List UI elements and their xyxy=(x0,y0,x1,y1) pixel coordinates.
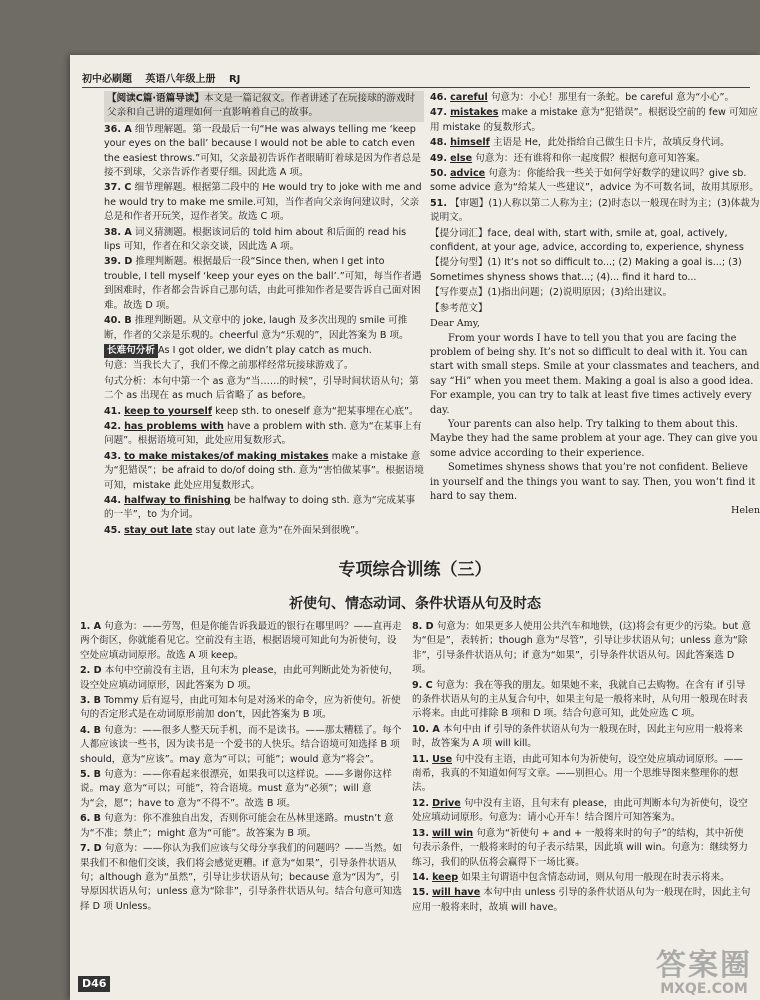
item-number: 8. D xyxy=(412,621,434,632)
answer-item xyxy=(80,620,405,663)
left-answer-column xyxy=(104,91,424,611)
answer-item xyxy=(80,694,405,723)
item-number: 47. xyxy=(430,107,447,119)
item-explanation: 如果主句谓语中包含情态动词，则从句用一般现在时表示将来。 xyxy=(461,871,730,883)
item-explanation: 推理判断题。根据最后一段“Since then, when I get into trouble, I tell myself ‘keep your eyes on the ball’.”可知，每当作者遇到困难时，作者都会告诉自己那句话，由此可推知作者是要告诉自己面对困难。故选 D 项。 xyxy=(104,256,422,311)
answer-item xyxy=(430,256,760,285)
item-explanation: 【参考范文】 xyxy=(430,302,488,314)
answer-item xyxy=(412,620,752,678)
answer-item xyxy=(104,375,424,404)
answer-item xyxy=(104,524,424,538)
right-answer-column xyxy=(430,91,760,611)
item-number: 7. D xyxy=(80,843,102,855)
item-explanation: 句意为：如果更多人使用公共汽车和地铁，(这)将会有更少的污染。but 意为“但是”，表转折；though 意为“尽管”，引导让步状语从句；unless 意为“除非”，引导条件状语从句；if 意为“如果”，引导条件状语从句。因此答案选 D 项。 xyxy=(412,621,751,676)
item-explanation: 句意为“祈使句 + and + 一般将来时的句子”的结构，其中祈使句表示条件，一般将来时的句子表示结果，因此填 will win。句意为：继续努力练习，我们的队伍将会赢得下一场比赛。 xyxy=(412,827,748,868)
item-explanation: 词义猜测题。根据该词后的 told him about 和后面的 read his lips 可知，作者在和父亲交谈，因此选 A 项。 xyxy=(104,226,407,253)
item-answer-term: stay out late xyxy=(124,524,193,536)
item-explanation: 句意为：——很多人整天玩手机，而不是读书。——那太糟糕了。每个人都应该读一些书，因为读书是一个爱书的人快乐。结合语境可知选择 B 项 should，意为“应该”。may 意为“可以；可能”；would 意为“将会”。 xyxy=(80,724,402,765)
item-number: 41. xyxy=(104,405,121,417)
answer-item xyxy=(412,827,752,870)
item-explanation: have a problem with sth. 意为“在某事上有问题”。根据语境可知，此处应用复数形式。 xyxy=(104,420,422,447)
item-explanation: 句意为：我在等我的朋友。如果她不来，我就自己去购物。在含有 if 引导的条件状语从句的主从复合句中，如果主句是一般将来时，从句用一般现在时表示将来。由此可排除 B 项和 D 项。结合句意可知，此处应选 C 项。 xyxy=(412,679,748,720)
item-explanation: Tommy 后有逗号，由此可知本句是对汤米的命令，应为祈使句。祈使句的否定形式是在动词原形前加 don’t，因此答案为 B 项。 xyxy=(80,695,401,721)
item-explanation: 句意：当我长大了，我们不像之前那样经常玩接球游戏了。 xyxy=(104,360,354,372)
site-watermark xyxy=(656,947,752,997)
item-number: 2. D xyxy=(80,665,102,677)
item-explanation: 【写作要点】(1)指出问题；(2)说明原因；(3)给出建议。 xyxy=(430,287,673,299)
item-answer-term: Drive xyxy=(432,797,461,809)
item-number: 6. B xyxy=(80,813,101,825)
item-explanation: 细节理解题。根据第二段中的 He would try to joke with me and he would try to make me smile.可知，当作者向父亲询问建议时，父亲总是和作者开玩笑，逗作者笑。故选 C 项。 xyxy=(104,182,422,223)
answer-item xyxy=(80,768,405,811)
item-explanation: 【审题】(1)人称以第二人称为主；(2)时态以一般现在时为主；(3)体裁为说明文。 xyxy=(430,197,760,224)
item-explanation: make a mistake 意为“犯错误”。根据设空前的 few 可知应用 mistake 的复数形式。 xyxy=(430,107,758,133)
answer-item xyxy=(104,255,424,313)
item-answer-term: will win xyxy=(432,827,474,839)
item-answer-term: keep to yourself xyxy=(124,405,213,417)
answer-item xyxy=(430,286,760,300)
item-answer-term: else xyxy=(450,152,473,164)
answer-item xyxy=(412,871,752,885)
sample-essay xyxy=(430,317,760,519)
answer-item xyxy=(412,753,752,796)
item-number: 40. B xyxy=(104,315,132,327)
item-number: 42. xyxy=(104,420,121,432)
answer-item xyxy=(104,420,424,449)
item-answer-term: has problems with xyxy=(124,420,224,432)
item-number: 13. xyxy=(412,827,429,839)
item-answer-term: keep xyxy=(432,871,459,883)
item-explanation: stay out late 意为“在外面呆到很晚”。 xyxy=(195,524,365,536)
item-explanation: 【提分句型】(1) It’s not so difficult to...; (2) Making a goal is...; (3) Sometimes shyness shows that...; (4)... find it hard to... xyxy=(430,257,742,283)
answer-item xyxy=(104,314,424,343)
answer-item xyxy=(80,724,405,767)
item-answer-term: careful xyxy=(450,92,488,103)
item-number: 3. B xyxy=(80,695,101,707)
item-answer-term: to make mistakes/of making mistakes xyxy=(124,450,329,462)
item-number: 14. xyxy=(412,871,429,883)
item-explanation: 句式分析：本句中第一个 as 意为“当……的时候”，引导时间状语从句；第二个 as 出现在 as much 后省略了 as before。 xyxy=(104,375,419,402)
item-answer-term: Use xyxy=(432,753,453,765)
page-number: D46 xyxy=(78,976,110,992)
answer-item xyxy=(430,136,760,150)
item-explanation: 本句中由 if 引导的条件状语从句为一般现在时，因此主句应用一般将来时，故答案为 A 项 will kill。 xyxy=(412,723,743,750)
essay-signature: Helen xyxy=(731,505,760,517)
answer-item xyxy=(80,812,405,841)
item-number: 50. xyxy=(430,168,447,180)
item-number: 1. A xyxy=(80,621,102,632)
item-number: 43. xyxy=(104,450,121,462)
essay-paragraph: Sometimes shyness shows that you’re not confident. Believe in yourself and the things you want to say. Then, you won’t find it hard to say them. xyxy=(430,462,756,502)
item-explanation: be halfway to doing sth. 意为“完成某事的一半”，to 为介词。 xyxy=(104,494,416,521)
item-number: 12. xyxy=(412,797,429,809)
item-number: 36. A xyxy=(104,123,132,135)
item-explanation: 句意为：还有谁将和你一起度假？根据句意可知答案。 xyxy=(475,152,706,164)
answer-item xyxy=(430,91,760,105)
item-answer-term: halfway to finishing xyxy=(124,494,231,506)
running-header xyxy=(82,73,750,88)
item-explanation: 句中没有主语，且句末有 please，由此可判断本句为祈使句，设空处应填动词原形。句意为：请小心开车！结合图片可知答案为。 xyxy=(412,797,748,824)
lower-left-column xyxy=(80,620,405,1000)
item-number: 9. C xyxy=(412,679,433,691)
answer-item xyxy=(430,302,760,316)
item-tag-text: As I got older, we didn’t play catch as much. xyxy=(157,344,372,356)
item-answer-term: will have xyxy=(432,887,481,899)
item-explanation: 句意为：你不准独自出发，否则你可能会在丛林里迷路。mustn’t 意为“不准；禁止”；might 意为“可能”。故答案为 B 项。 xyxy=(80,813,394,839)
item-number: 15. xyxy=(412,887,429,899)
item-explanation: 主语是 He，此处指给自己做生日卡片，故填反身代词。 xyxy=(492,137,730,149)
item-number: 5. B xyxy=(80,769,101,781)
answer-item xyxy=(104,359,424,373)
answer-item xyxy=(412,679,752,722)
answer-item xyxy=(104,344,424,358)
item-number: 51. xyxy=(430,197,447,209)
item-answer-term: advice xyxy=(450,168,486,180)
book-page xyxy=(70,55,760,1000)
item-explanation: 句意为：——你认为我们应该与父母分享我们的问题吗？——当然。如果我们不和他们交谈，我们将会感觉更糟。if 意为“如果”，引导条件状语从句；although 意为“虽然”，引导让步状语从句；because 意为“因为”，引导原因状语从句；unless 意为“除非”，引导条件状语从句。结合句意可知选择 D 项 Unless。 xyxy=(80,843,403,912)
watermark-url: MXQE.COM xyxy=(660,980,748,997)
item-number: 39. D xyxy=(104,256,133,268)
answer-item xyxy=(430,106,760,135)
item-number: 38. A xyxy=(104,226,132,238)
item-explanation: 细节理解题。第一段最后一句“He was always telling me ‘keep your eyes on the ball’ because I would not be able to catch even the easiest throws.”可知，父亲最初告诉作者眼睛盯着球是因为作者总是接不到球，父亲告诉作者要仔细。因此选 A 项。 xyxy=(104,123,421,179)
essay-paragraph: Your parents can also help. Try talking to them about this. Maybe they had the same problem at your age. They can give you some advice according to their experience. xyxy=(430,418,758,459)
item-explanation: 推理判断题。从文章中的 joke, laugh 及多次出现的 smile 可推断，作者的父亲是乐观的。cheerful 意为“乐观的”，因此答案为 B 项。 xyxy=(104,315,409,341)
item-explanation: 【提分词汇】face, deal with, start with, smile at, goal, actively, confident, at your age, advice, according to, experience, shyness xyxy=(430,227,744,254)
item-answer-term: himself xyxy=(450,137,490,149)
answer-item xyxy=(104,450,424,493)
answer-item xyxy=(430,152,760,166)
answer-item xyxy=(430,167,760,196)
item-tag-text: 本文是一篇记叙文。作者讲述了在玩接球的游戏时父亲和自己讲的道理如何一直影响着自己的故事。 xyxy=(107,93,416,119)
answer-item xyxy=(412,723,752,752)
answer-item xyxy=(412,797,752,826)
watermark-logo-text: 答案圈 xyxy=(656,947,752,983)
essay-paragraph: From your words I have to tell you that you are facing the problem of being shy. It’s not so difficult to deal with it. You can start with small steps. Smile at your classmates and teachers, and say “Hi” when you meet them. Making a goal is also a good idea. For example, you can try to talk at least five times actively every day. xyxy=(430,332,760,416)
item-explanation: 句意为：小心！那里有一条蛇。be careful 意为“小心”。 xyxy=(490,92,735,103)
item-explanation: make a mistake 意为“犯错误”；be afraid to do/of doing sth. 意为“害怕做某事”。根据语境可知，mistake 此处应用复数形式。 xyxy=(104,450,424,491)
answer-item xyxy=(104,123,424,181)
item-tag: 【阅读C篇·语篇导读】 xyxy=(107,93,205,104)
answer-item xyxy=(80,664,405,693)
item-number: 44. xyxy=(104,494,121,506)
answer-item xyxy=(104,405,424,419)
answer-item xyxy=(430,227,760,256)
header-series: 初中必刷题 xyxy=(82,74,132,85)
item-explanation: 句意为：你能给我一些关于如何学好数学的建议吗？give sb. some advice 意为“给某人一些建议”，advice 为不可数名词，故用其原形。 xyxy=(430,168,759,194)
item-number: 48. xyxy=(430,137,447,149)
item-explanation: 本句中由 unless 引导的条件状语从句为一般现在时，因此主句应用一般将来时，故填 will have。 xyxy=(412,887,751,913)
answer-item xyxy=(104,181,424,224)
answer-item xyxy=(430,197,760,226)
item-number: 45. xyxy=(104,524,121,536)
header-book: 英语八年级上册 xyxy=(145,74,216,85)
item-explanation: keep sth. to oneself 意为“把某事埋在心底”。 xyxy=(215,405,419,417)
answer-item xyxy=(412,886,752,915)
section-subtitle: 祈使句、情态动词、条件状语从句及时态 xyxy=(289,596,541,612)
lower-right-column xyxy=(412,620,752,1000)
answer-item xyxy=(104,494,424,523)
item-answer-term: mistakes xyxy=(450,107,499,119)
item-number: 46. xyxy=(430,92,447,103)
item-tag: 长难句分析 xyxy=(104,344,158,358)
item-number: 37. C xyxy=(104,182,132,194)
essay-salutation: Dear Amy, xyxy=(430,318,480,330)
header-edition: RJ xyxy=(228,74,241,85)
section-title: 专项综合训练（三） xyxy=(338,560,492,580)
answer-item xyxy=(80,842,405,914)
item-number: 11. xyxy=(412,753,429,765)
answer-item xyxy=(104,226,424,255)
item-number: 10. A xyxy=(412,723,440,735)
item-explanation: 本句中空前没有主语，且句末为 please，由此可判断此处为祈使句，设空处应填动词原形，因此答案为 D 项。 xyxy=(80,665,399,691)
item-explanation: 句中没有主语，由此可知本句为祈使句，设空处应填动词原形。——南希，我真的不知道如何写文章。——别担心。用一个思维导图来整理你的想法。 xyxy=(412,753,743,794)
item-number: 49. xyxy=(430,152,447,164)
item-explanation: 句意为：——劳驾，但是你能告诉我最近的银行在哪里吗？——直再走两个街区，你就能看见它。空前没有主语，根据语境可知此句为祈使句，设空处应填动词原形。故选 A 项 keep。 xyxy=(80,621,402,661)
item-number: 4. B xyxy=(80,724,101,736)
item-explanation: 句意为：——你看起来很漂亮，如果我可以这样说。——多谢你这样说。may 意为“可以；可能”，符合语境。must 意为“必须”；will 意为“会，愿”；have to 意为“不得不”。故选 B 项。 xyxy=(80,769,392,809)
answer-item xyxy=(104,91,424,122)
